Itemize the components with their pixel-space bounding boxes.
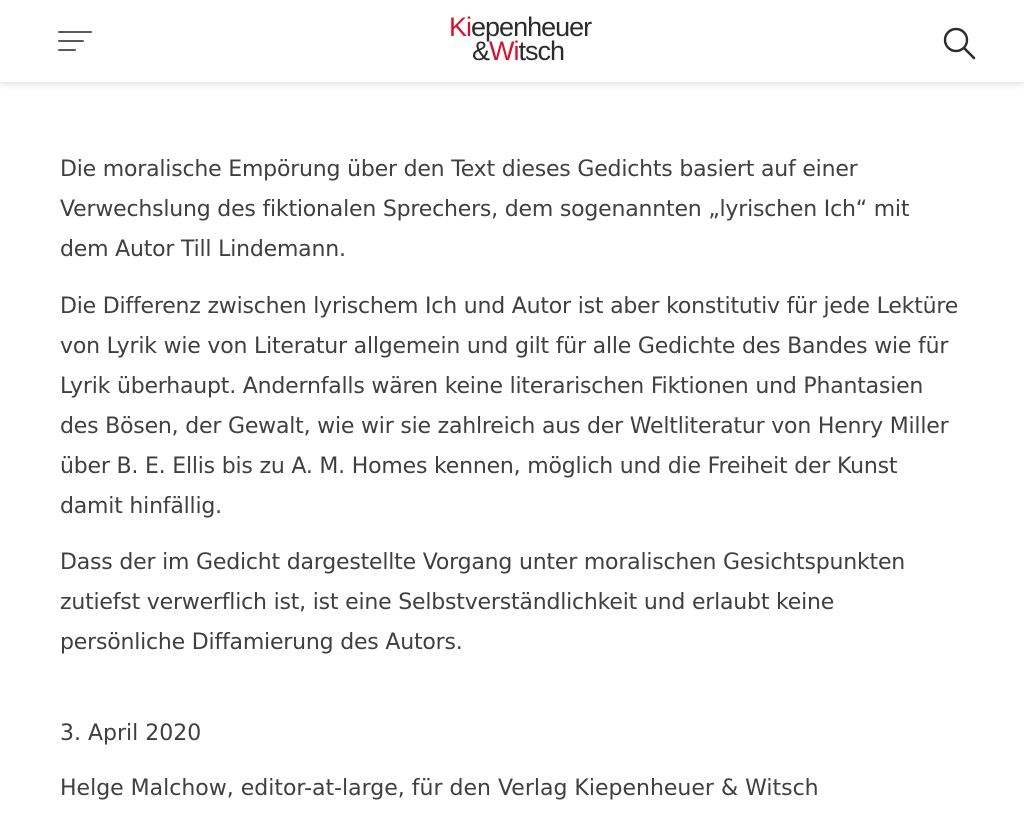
- article-paragraph-1: Die moralische Empörung über den Text dieses Gedichts basiert auf einer Verwechslung des fiktionalen Sprechers, dem sogenannten „lyrischen Ich“ mit dem Autor Till Lindemann.: [60, 157, 910, 262]
- article-paragraph-2: Die Differenz zwischen lyrischem Ich und Autor ist aber konstitutiv für jede Lektüre von Lyrik wie von Literatur allgemein und gilt für alle Gedichte des Bandes wie für Lyrik überhaupt. Andernfalls wären keine literarischen Fiktionen und Phantasien des Bösen, der Gewalt, wie wir sie zahlreich aus der Weltliteratur von Henry Miller über B. E. Ellis bis zu A. M. Homes kennen, möglich und die Freiheit der Kunst damit hinfällig.: [60, 294, 959, 519]
- site-header: [0, 0, 1024, 82]
- article-signature: Helge Malchow, editor-at-large, für den Verlag Kiepenheuer & Witsch: [60, 776, 819, 801]
- logo-red-part-2: Wi: [489, 36, 519, 66]
- menu-line-middle: [58, 40, 84, 42]
- article-date: 3. April 2020: [60, 721, 202, 746]
- menu-line-bottom: [58, 49, 76, 51]
- logo-black-part-1: epenheuer: [471, 12, 592, 42]
- logo-ampersand: &: [472, 36, 490, 66]
- logo-line-2: [472, 38, 564, 65]
- logo-black-part-2: tsch: [518, 36, 565, 66]
- menu-line-top: [58, 31, 92, 33]
- publisher-logo[interactable]: [447, 12, 592, 70]
- search-icon[interactable]: [940, 24, 980, 64]
- logo-red-part-1: Ki: [449, 12, 472, 42]
- article-paragraph-3: Dass der im Gedicht dargestellte Vorgang unter moralischen Gesichtspunkten zutiefst verwerflich ist, ist eine Selbstverständlichkeit und erlaubt keine persönliche Diffamierung des Autors.: [60, 550, 906, 655]
- hamburger-menu-icon[interactable]: [58, 28, 94, 54]
- search-icon-graphic: [940, 24, 980, 64]
